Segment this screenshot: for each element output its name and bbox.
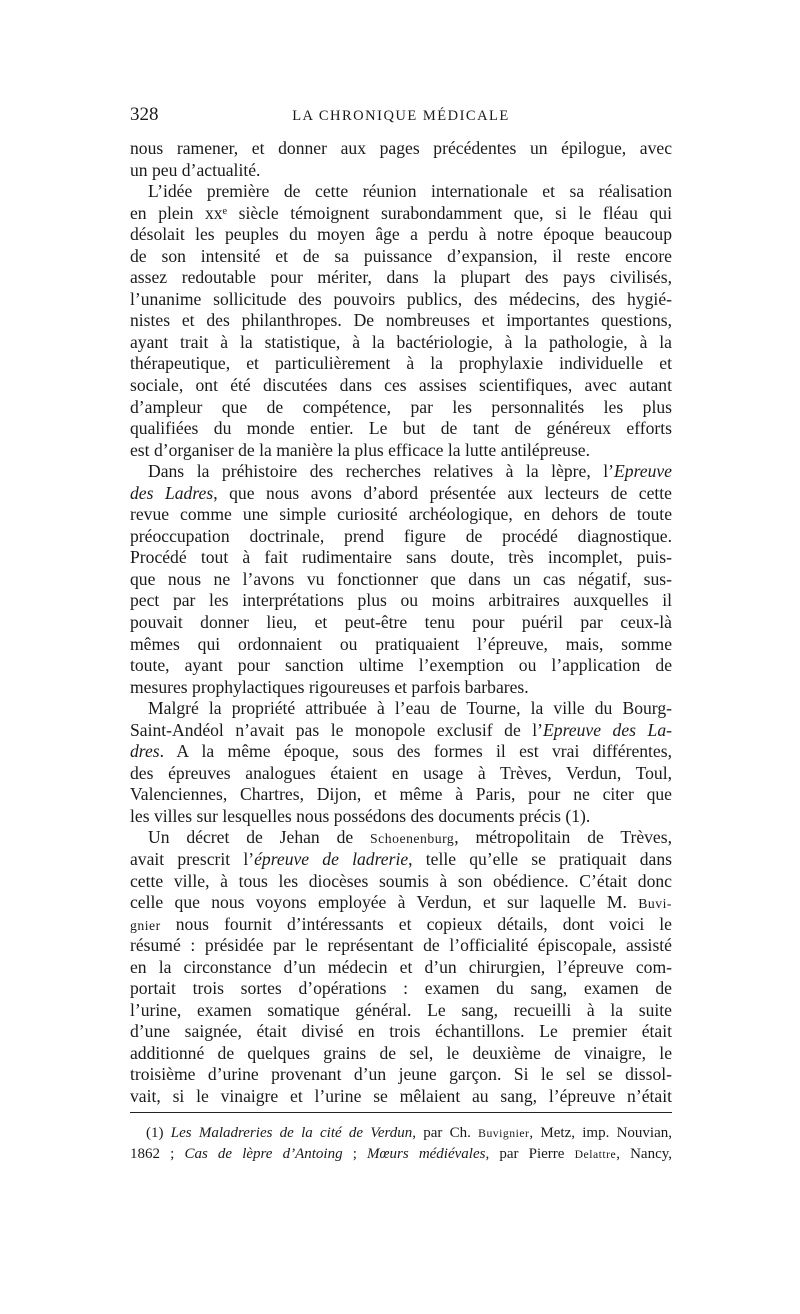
text-line: d’une saignée, était divisé en trois échantillons. Le premier était	[130, 1021, 672, 1042]
footnote-title: Les Maladreries de la cité de Verdun	[170, 1125, 413, 1141]
text-line	[130, 890, 672, 914]
text-line: des épreuves analogues étaient en usage à Trèves, Verdun, Toul,	[130, 762, 672, 783]
text-line: L’idée première de cette réunion internationale et sa réalisation	[148, 181, 672, 202]
text-line: additionné de quelques grains de sel, le deuxième de vinaigre, le	[130, 1042, 672, 1063]
text-line: qualifiées du monde entier. Le but de tant de généreux efforts	[130, 418, 672, 439]
text-run: nous fournit d’intéressants et copieux détails, dont voici le	[160, 913, 672, 934]
text-line: résumé : présidée par le représentant de l’officialité épiscopale, assisté	[130, 935, 672, 956]
italic-title: dres	[130, 741, 160, 762]
text-run: , que nous avons d’abord présentée aux lecteurs de cette	[213, 482, 672, 503]
text-run: , par Pierre	[485, 1146, 575, 1162]
text-line: revue comme une simple curiosité archéologique, en dehors de toute	[130, 504, 672, 525]
text-line: assez redoutable pour mériter, dans la plupart des pays civilisés,	[130, 267, 672, 288]
text-line: thérapeutique, et particulièrement à la prophylaxie individuelle et	[130, 353, 672, 374]
author-name: Delattre	[574, 1148, 617, 1161]
text-run: , métropolitain de Trèves,	[454, 827, 672, 848]
text-run: Dans la préhistoire des recherches relatives à la lèpre, l’	[148, 461, 615, 482]
text-line: pect par les interprétations plus ou moins arbitraires auxquelles il	[130, 590, 672, 611]
text-line	[130, 718, 672, 742]
text-run: , telle qu’elle se pratiquait dans	[408, 849, 672, 869]
page-header	[130, 104, 672, 128]
text-line: de son intensité et de sa puissance d’expansion, il reste encore	[130, 245, 672, 266]
text-line	[130, 847, 672, 871]
text-line: un peu d’actualité.	[130, 159, 261, 180]
text-line	[148, 459, 672, 483]
footnote-line	[130, 1143, 672, 1165]
text-run: avait prescrit l’	[130, 849, 255, 869]
text-line: Malgré la propriété attribuée à l’eau de Tourne, la ville du Bourg-	[148, 698, 672, 719]
text-line: toute, ayant pour sanction ultime l’exemption ou l’application de	[130, 655, 672, 676]
text-line: sociale, ont été discutées dans ces assises scientifiques, avec autant	[130, 375, 672, 395]
text-run: Saint-Andéol n’avait pas le monopole exclusif de l’	[130, 719, 544, 740]
text-run: Un décret de Jehan de	[148, 827, 371, 848]
text-line: l’urine, examen somatique général. Le sang, recueilli à la suite	[130, 999, 672, 1020]
text-line: que nous ne l’avons vu fonctionner que dans un cas négatif, sus-	[130, 568, 672, 589]
text-line: en plein xxᵉ siècle témoignent surabondamment que, si le fléau qui	[130, 202, 672, 223]
text-line: pouvait donner lieu, et peut-être tenu pour puéril par ceux-là	[130, 612, 672, 632]
text-run: 1862 ;	[130, 1146, 185, 1162]
text-line	[130, 739, 672, 763]
text-line: cette ville, à tous les diocèses soumis à son obédience. C’était donc	[130, 870, 672, 891]
footnote-line	[146, 1122, 672, 1144]
text-run: , par Ch.	[412, 1125, 479, 1141]
footnote-marker: (1)	[146, 1125, 171, 1141]
text-line: les villes sur lesquelles nous possédons des documents précis (1).	[130, 805, 591, 826]
text-line: l’unanime sollicitude des pouvoirs publics, des médecins, des hygié-	[130, 288, 672, 309]
text-line: en la circonstance d’un médecin et d’un chirurgien, l’épreuve com-	[130, 956, 672, 977]
text-line: portait trois sortes d’opérations : examen du sang, examen de	[130, 978, 672, 999]
text-run: , Nancy,	[616, 1146, 673, 1162]
text-run: . A la même époque, sous des formes il est vrai différentes,	[159, 741, 672, 762]
footnote-rule	[130, 1112, 672, 1113]
text-line: préoccupation doctrinale, prend figure de procédé diagnostique.	[130, 525, 672, 546]
text-run: celle que nous voyons employée à Verdun, et sur laquelle M.	[130, 892, 639, 913]
italic-title: des Ladres	[130, 482, 214, 503]
author-name: Buvi-	[638, 896, 672, 912]
text-line	[130, 481, 672, 505]
text-line: mesures prophylactiques rigoureuses et parfois barbares.	[130, 676, 529, 697]
text-line	[130, 912, 672, 936]
text-line: d’ampleur que de compétence, par les personnalités les plus	[130, 396, 672, 417]
footnote-title: Cas de lèpre d’Antoing	[184, 1146, 343, 1162]
text-line: est d’organiser de la manière la plus efficace la lutte antilépreuse.	[130, 439, 591, 460]
author-name: gnier	[130, 917, 161, 933]
text-run: ;	[342, 1146, 368, 1162]
italic-term: épreuve de ladrerie	[254, 849, 409, 869]
author-name: Schoenenburg	[370, 831, 455, 847]
text-line: nous ramener, et donner aux pages précédentes un épilogue, avec	[130, 138, 672, 158]
text-line: troisième d’urine provenant d’un jeune garçon. Si le sel se dissol-	[130, 1064, 672, 1085]
running-head: LA CHRONIQUE MÉDICALE	[292, 108, 510, 124]
text-line: vait, si le vinaigre et l’urine se mêlaient au sang, l’épreuve n’était	[130, 1086, 672, 1106]
italic-title: Epreuve	[614, 461, 672, 482]
text-line: ayant trait à la statistique, à la bactériologie, à la pathologie, à la	[130, 331, 672, 352]
footnote-title: Mœurs médiévales	[367, 1146, 486, 1162]
text-line: Procédé tout à fait rudimentaire sans doute, très incomplet, puis-	[130, 547, 672, 568]
text-line: nistes et des philanthropes. De nombreuses et importantes questions,	[130, 310, 672, 331]
italic-title: Epreuve des La-	[543, 719, 672, 740]
text-run: , Metz, imp. Nouvian,	[529, 1125, 672, 1141]
page-number: 328	[130, 104, 159, 125]
text-line: Valenciennes, Chartres, Dijon, et même à Paris, pour ne citer que	[130, 784, 672, 805]
text-line: mêmes qui ordonnaient ou pratiquaient l’épreuve, mais, somme	[130, 633, 672, 654]
author-name: Buvignier	[478, 1127, 530, 1140]
text-line: désolait les peuples du moyen âge a perdu à notre époque beaucoup	[130, 224, 672, 245]
text-line	[148, 825, 672, 849]
